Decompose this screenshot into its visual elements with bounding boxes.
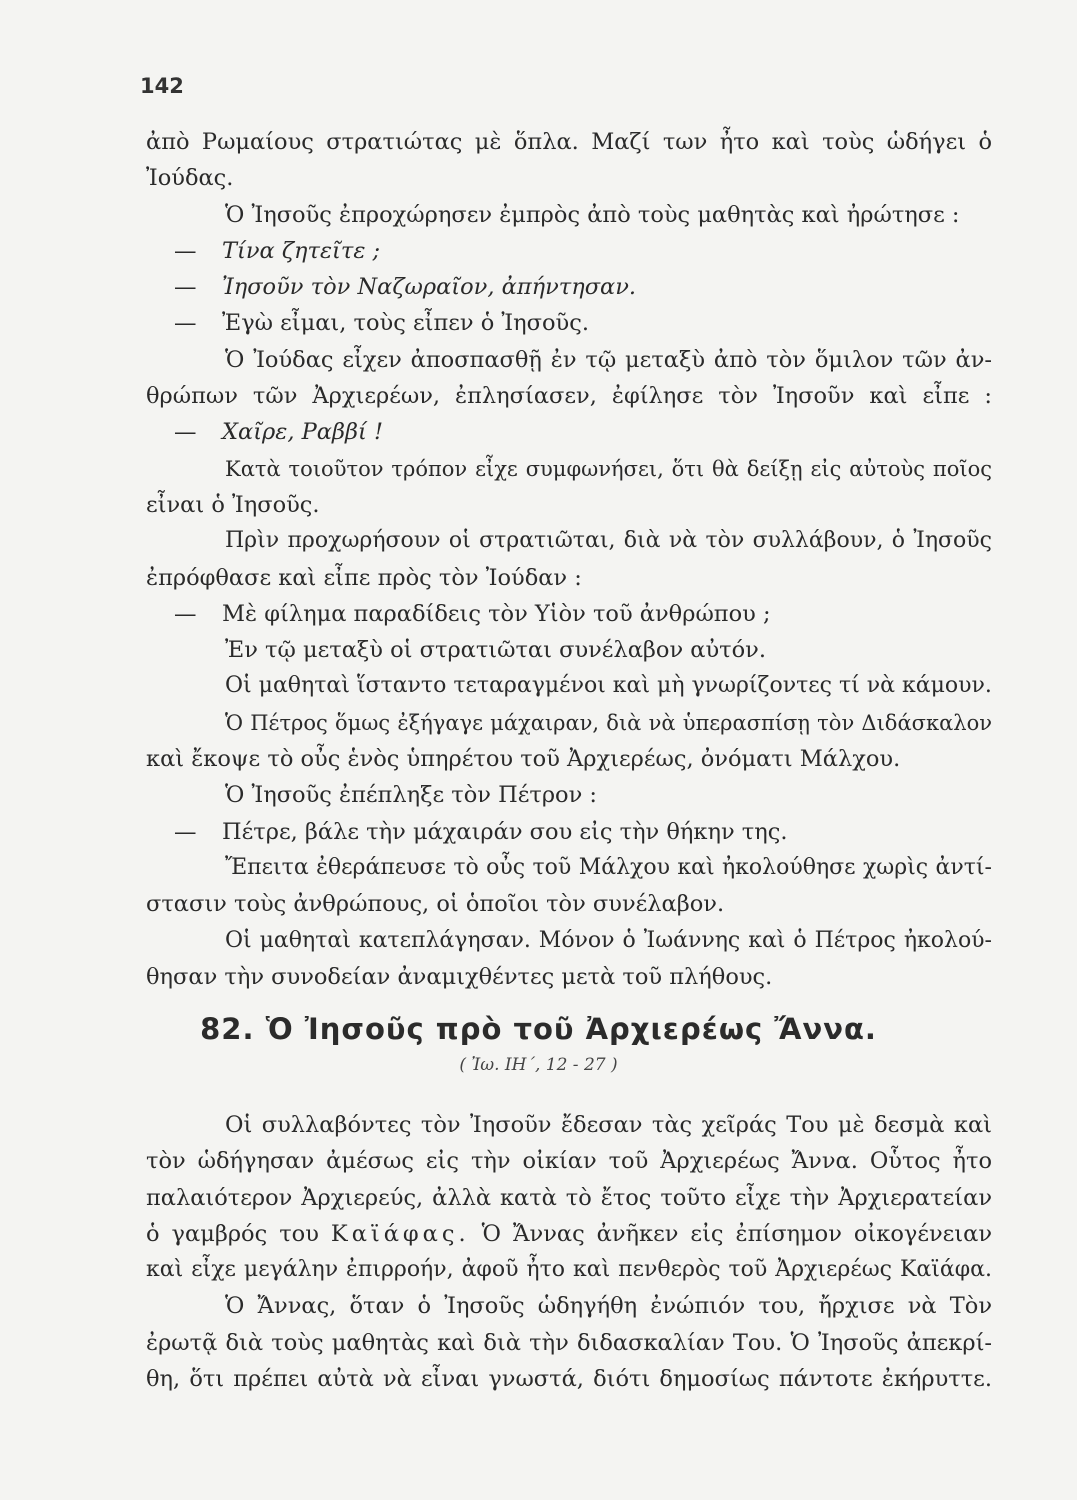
text-line: θη, ὅτι πρέπει αὐτὰ νὰ εἶναι γνωστά, διότι δημοσίως πάντοτε ἐκήρυττε. <box>146 1366 992 1393</box>
text-segment: Ὁ Ἄννας ἀνῆκεν εἰς ἐπίσημον οἰκογένειαν <box>481 1220 993 1247</box>
dialogue-line <box>146 269 992 305</box>
dialogue-line <box>146 414 992 450</box>
dash-mark: — <box>174 600 197 627</box>
text-line: ἐπρόφθασε καὶ εἶπε πρὸς τὸν Ἰούδαν : <box>146 564 582 591</box>
dialogue-line <box>146 596 992 632</box>
text-line: Ὁ Ἰησοῦς ἐπροχώρησεν ἐμπρὸς ἀπὸ τοὺς μαθητὰς καὶ ἠρώτησε : <box>225 201 960 228</box>
text-line: παλαιότερον Ἀρχιερεύς, ἀλλὰ κατὰ τὸ ἔτος τοῦτο εἶχε τὴν Ἀρχιερατείαν <box>146 1184 992 1211</box>
text-line: Πρὶν προχωρήσουν οἱ στρατιῶται, διὰ νὰ τὸν συλλάβουν, ὁ Ἰησοῦς <box>225 528 992 554</box>
dash-mark: — <box>174 274 197 301</box>
text-line: Ἰούδας. <box>146 165 234 192</box>
body-text-section-1 <box>146 124 992 995</box>
text-line: Ὁ Ἄννας, ὅταν ὁ Ἰησοῦς ὡδηγήθη ἐνώπιόν του, ἤρχισε νὰ Τὸν <box>225 1293 992 1320</box>
dialogue-line <box>146 305 992 341</box>
dialogue-text: Πέτρε, βάλε τὴν μάχαιράν σου εἰς τὴν θήκην της. <box>222 818 788 845</box>
text-line: Οἱ μαθηταὶ κατεπλάγησαν. Μόνον ὁ Ἰωάννης καὶ ὁ Πέτρος ἠκολού- <box>225 927 992 953</box>
dash-mark: — <box>174 818 197 845</box>
text-line: Ὁ Ἰούδας εἶχεν ἀποσπασθῇ ἐν τῷ μεταξὺ ἀπὸ τὸν ὅμιλον τῶν ἀν- <box>225 346 992 373</box>
text-line: εἶναι ὁ Ἰησοῦς. <box>146 491 320 518</box>
dash-mark: — <box>174 419 197 446</box>
spaced-name: Καϊάφας. <box>330 1220 470 1247</box>
dialogue-line <box>146 233 992 269</box>
text-line: καὶ ἔκοψε τὸ οὖς ἑνὸς ὑπηρέτου τοῦ Ἀρχιερέως, ὀνόματι Μάλχου. <box>146 746 901 773</box>
dialogue-text: Χαῖρε, Ραββί ! <box>222 419 384 446</box>
text-line: Ὁ Ἰησοῦς ἐπέπληξε τὸν Πέτρον : <box>225 782 598 809</box>
text-segment: ὁ γαμβρός του <box>146 1220 319 1247</box>
dash-mark: — <box>174 310 197 337</box>
dash-mark: — <box>174 237 197 264</box>
text-line: Οἱ μαθηταὶ ἵσταντο τεταραγμένοι καὶ μὴ γνωρίζοντες τί νὰ κάμουν. <box>225 673 992 699</box>
text-line: Ἔπειτα ἐθεράπευσε τὸ οὖς τοῦ Μάλχου καὶ ἠκολούθησε χωρὶς ἀντί- <box>225 854 992 880</box>
text-line: Κατὰ τοιοῦτον τρόπον εἶχε συμφωνήσει, ὅτι θὰ δείξῃ εἰς αὐτοὺς ποῖος <box>225 456 992 481</box>
dialogue-line <box>146 814 992 850</box>
dialogue-text: Τίνα ζητεῖτε ; <box>222 237 381 264</box>
scripture-reference: ( Ἰω. ΙΗ΄, 12 - 27 ) <box>459 1055 618 1075</box>
text-line: Ὁ Πέτρος ὅμως ἐξήγαγε μάχαιραν, διὰ νὰ ὑπερασπίσῃ τὸν Διδάσκαλον <box>225 710 992 735</box>
text-line: τὸν ὡδήγησαν ἀμέσως εἰς τὴν οἰκίαν τοῦ Ἀρχιερέως Ἄννα. Οὗτος ἦτο <box>146 1148 992 1175</box>
text-line: καὶ εἶχε μεγάλην ἐπιρροήν, ἀφοῦ ἦτο καὶ πενθερὸς τοῦ Ἀρχιερέως Καϊάφα. <box>146 1257 992 1283</box>
text-line: θησαν τὴν συνοδείαν ἀναμιχθέντες μετὰ τοῦ πλήθους. <box>146 963 773 990</box>
text-line: στασιν τοὺς ἀνθρώπους, οἱ ὁποῖοι τὸν συνέλαβον. <box>146 891 725 918</box>
dialogue-text: Ἐγὼ εἶμαι, τοὺς εἶπεν ὁ Ἰησοῦς. <box>222 310 589 337</box>
dialogue-text: Μὲ φίλημα παραδίδεις τὸν Υἱὸν τοῦ ἀνθρώπου ; <box>222 600 771 627</box>
text-line: Οἱ συλλαβόντες τὸν Ἰησοῦν ἔδεσαν τὰς χεῖράς Του μὲ δεσμὰ καὶ <box>225 1112 992 1138</box>
page-number: 142 <box>140 74 184 98</box>
dialogue-text: Ἰησοῦν τὸν Ναζωραῖον, ἀπήντησαν. <box>222 274 637 301</box>
text-line: Ἐν τῷ μεταξὺ οἱ στρατιῶται συνέλαβον αὐτόν. <box>225 637 766 664</box>
text-line: ἀπὸ Ρωμαίους στρατιώτας μὲ ὅπλα. Μαζί των ἦτο καὶ τοὺς ὡδήγει ὁ <box>146 129 992 155</box>
text-line: θρώπων τῶν Ἀρχιερέων, ἐπλησίασεν, ἐφίλησε τὸν Ἰησοῦν καὶ εἶπε : <box>146 383 992 410</box>
text-line <box>146 1216 992 1252</box>
text-line: ἐρωτᾷ διὰ τοὺς μαθητὰς καὶ διὰ τὴν διδασκαλίαν Του. Ὁ Ἰησοῦς ἀπεκρί- <box>146 1329 992 1356</box>
body-text-section-2 <box>146 1107 992 1397</box>
chapter-heading: 82. Ὁ Ἰησοῦς πρὸ τοῦ Ἀρχιερέως Ἄννα. <box>200 1012 877 1046</box>
